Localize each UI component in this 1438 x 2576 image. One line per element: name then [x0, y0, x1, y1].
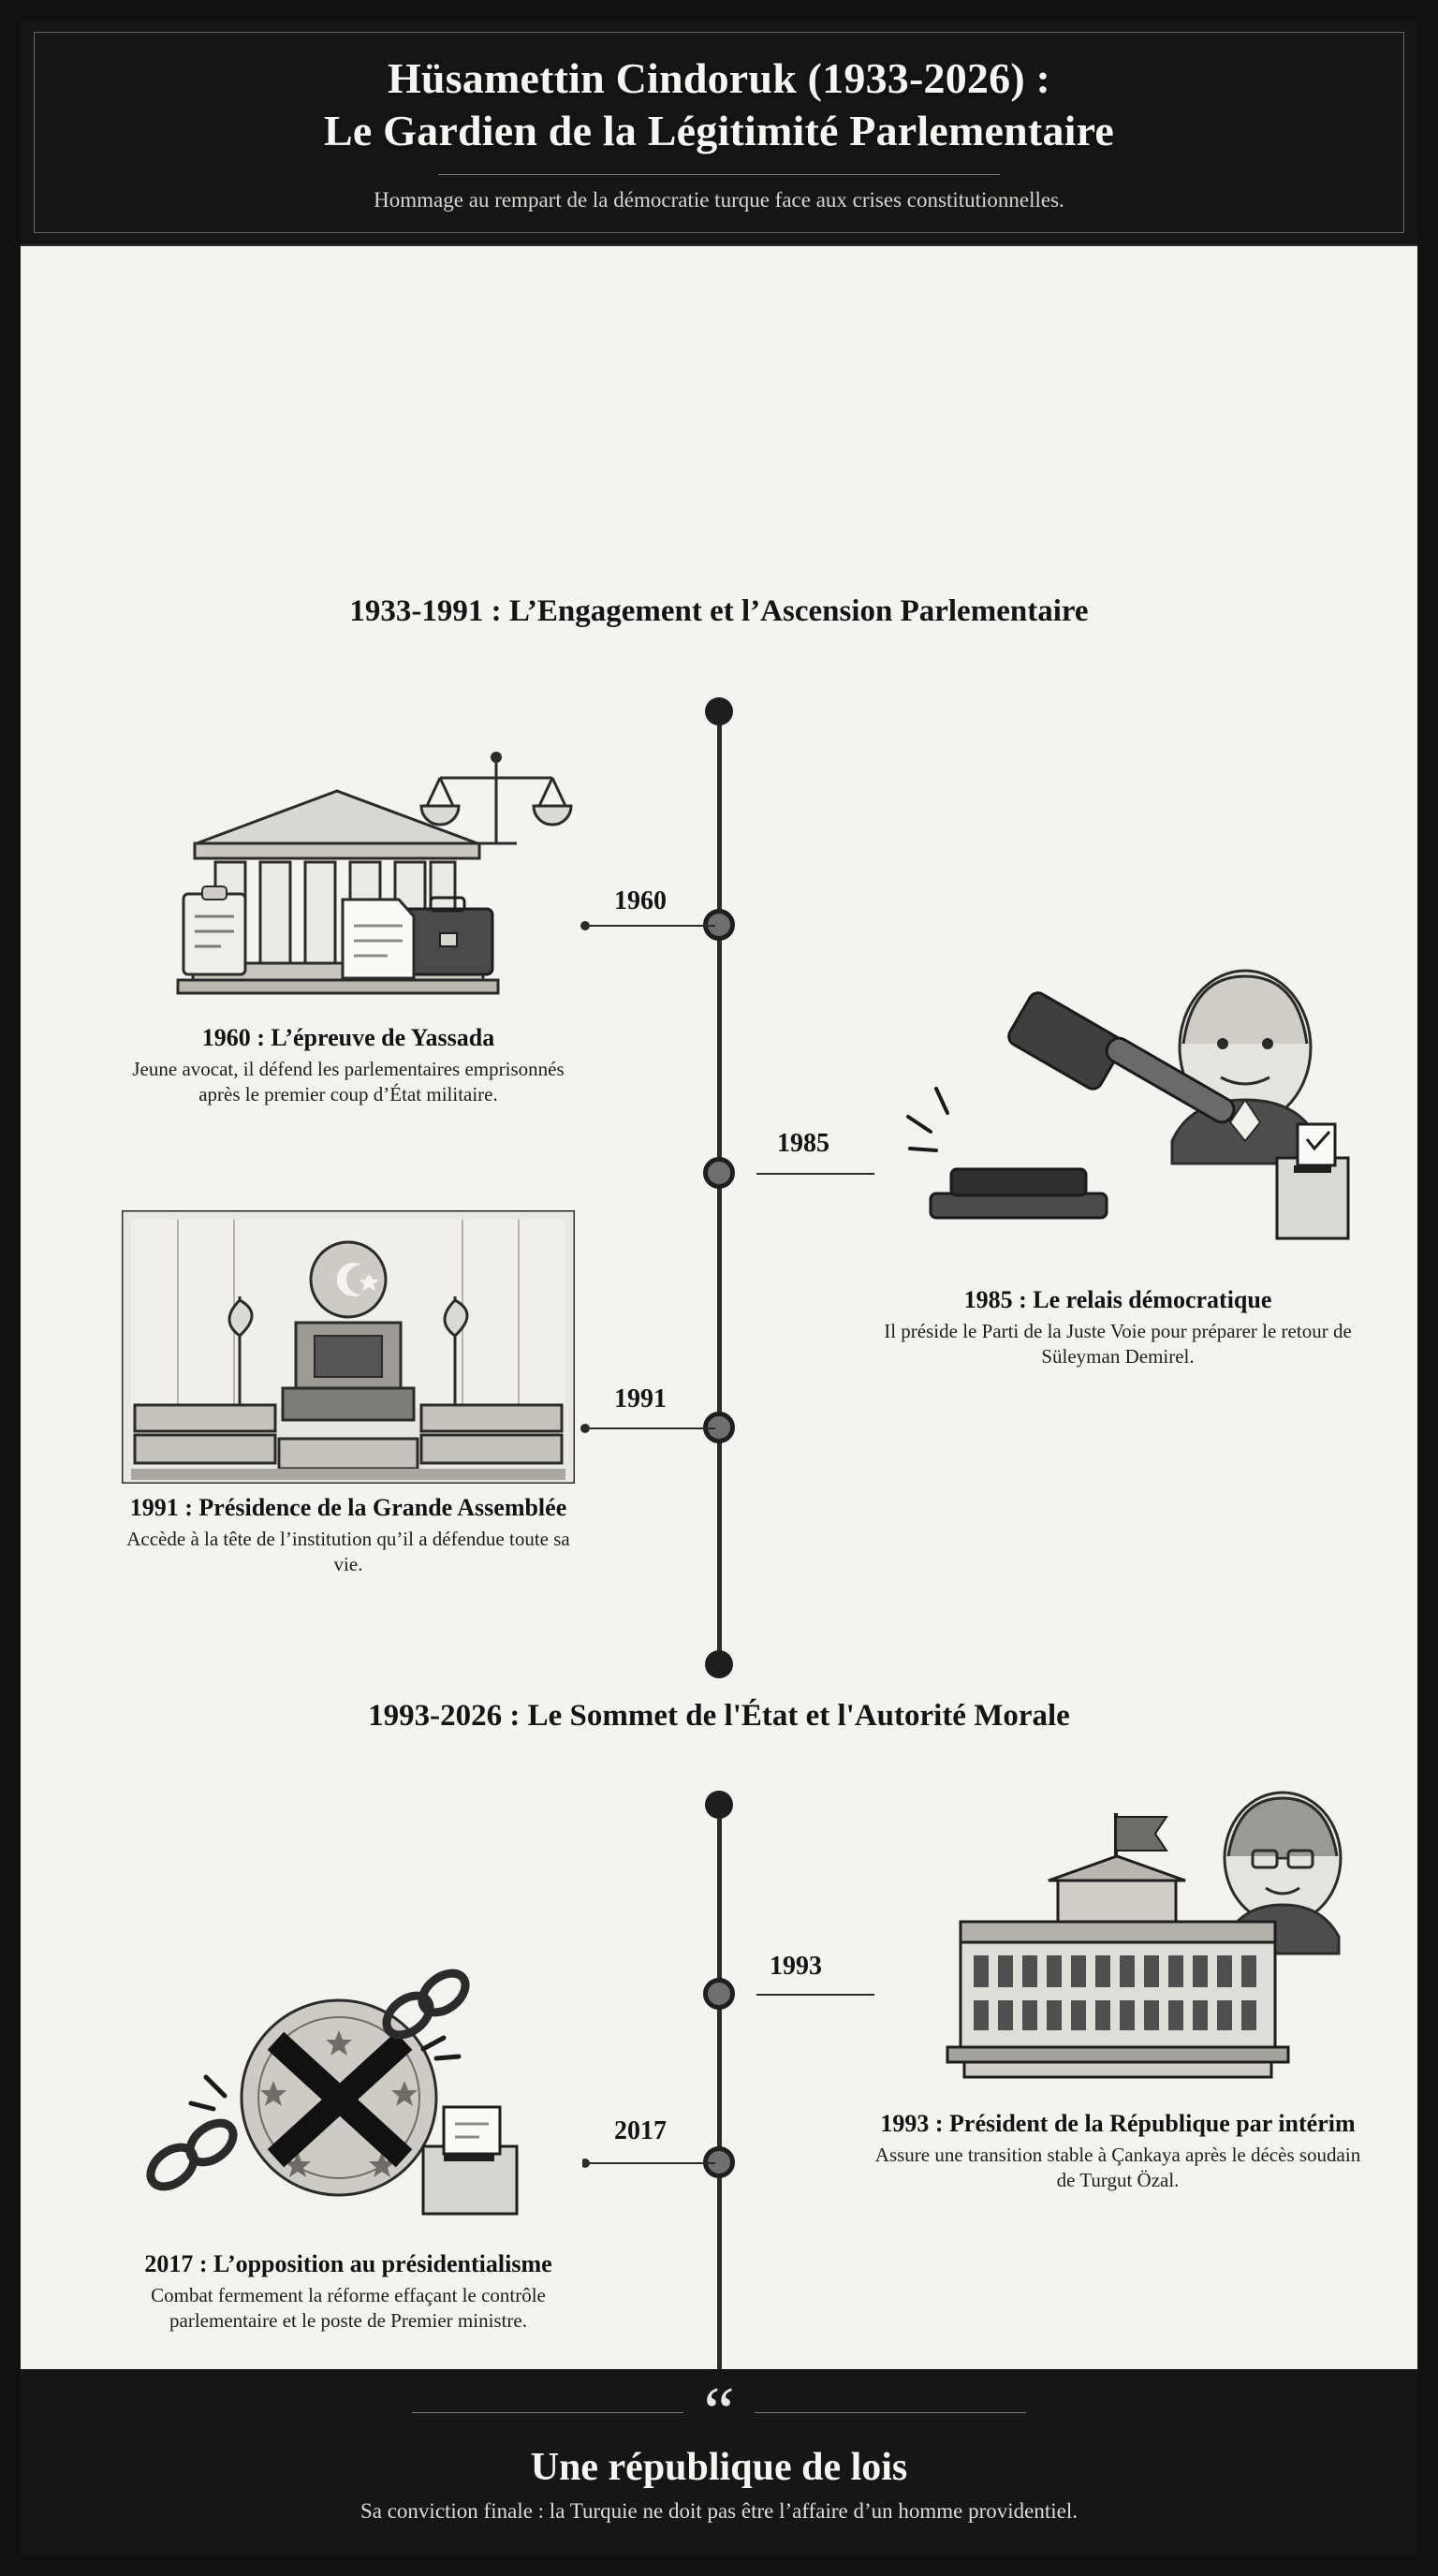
connector-1985 — [756, 1173, 878, 1175]
entry-heading-2017: 2017 : L’opposition au présidentialisme — [144, 2250, 552, 2278]
connector-dot-1960 — [580, 921, 590, 930]
quote-mark-icon: “ — [703, 2374, 735, 2452]
timeline-entry-2017 — [114, 1959, 582, 2333]
entry-text-1960: Jeune avocat, il défend les parlementaires emprisonnés après le premier coup d’État militaire. — [132, 1057, 565, 1105]
timeline-node-label-1991: 1991 — [614, 1384, 667, 1414]
timeline-cap-top-2 — [705, 1791, 733, 1819]
entry-text-1991: Accède à la tête de l’institution qu’il a défendue toute sa vie. — [126, 1527, 570, 1575]
timeline-entry-1960 — [122, 733, 575, 1106]
quote-rule-left — [412, 2412, 683, 2413]
entry-heading-1991: 1991 : Présidence de la Grande Assemblée — [129, 1494, 567, 1522]
connector-dot-1991 — [580, 1424, 590, 1433]
page-title-line-2: Le Gardien de la Légitimité Parlementaire — [323, 107, 1115, 155]
connector-1991 — [590, 1427, 715, 1429]
section-title-1: 1933-1991 : L’Engagement et l’Ascension Parlementaire — [349, 594, 1089, 629]
illustration-courthouse-scales-briefcase — [122, 733, 575, 1014]
connector-2017 — [590, 2162, 715, 2164]
timeline-cap-bottom-1 — [705, 1650, 733, 1678]
connector-1993 — [756, 1994, 878, 1996]
timeline-entry-1993 — [874, 1791, 1361, 2192]
page-subtitle: Hommage au rempart de la démocratie turque face aux crises constitutionnelles. — [374, 188, 1064, 212]
illustration-assembly-hall — [122, 1210, 575, 1484]
timeline-spine-1 — [717, 707, 722, 1671]
footer-quote: Une république de lois — [530, 2446, 908, 2489]
timeline-node-1993[interactable] — [703, 1978, 735, 2010]
timeline-entry-1985 — [874, 958, 1361, 1368]
timeline-node-label-1960: 1960 — [614, 886, 667, 916]
quote-decoration-row — [58, 2374, 1380, 2452]
entry-heading-1985: 1985 : Le relais démocratique — [963, 1286, 1272, 1314]
timeline-node-label-1985: 1985 — [777, 1129, 829, 1159]
timeline-body — [21, 246, 1417, 2369]
quote-rule-right — [755, 2412, 1026, 2413]
entry-heading-1993: 1993 : Président de la République par intérim — [880, 2110, 1356, 2138]
illustration-gavel-ballot-portrait — [874, 958, 1361, 1276]
header-divider — [438, 174, 1000, 175]
timeline-entry-1991 — [122, 1210, 575, 1576]
entry-text-1993: Assure une transition stable à Çankaya après le décès soudain de Turgut Özal. — [874, 2143, 1361, 2191]
timeline-node-label-2017: 2017 — [614, 2116, 667, 2146]
section-title-2: 1993-2026 : Le Sommet de l'État et l'Autorité Morale — [368, 1699, 1070, 1734]
page-title — [58, 52, 1380, 157]
illustration-parliament-building-portrait — [874, 1791, 1361, 2100]
poster-footer — [21, 2369, 1417, 2555]
entry-text-1985: Il préside le Parti de la Juste Voie pour préparer le retour de Süleyman Demirel. — [884, 1319, 1352, 1368]
illustration-broken-chain-seal-ballot — [114, 1959, 582, 2240]
footer-attribution: Sa conviction finale : la Turquie ne doit pas être l’affaire d’un homme providentiel. — [360, 2499, 1078, 2523]
entry-heading-1960: 1960 : L’épreuve de Yassada — [201, 1024, 495, 1052]
timeline-cap-top-1 — [705, 697, 733, 725]
poster-header — [21, 21, 1417, 246]
page-title-line-1: Hüsamettin Cindoruk (1933-2026) : — [387, 54, 1051, 102]
entry-text-2017: Combat fermement la réforme effaçant le contrôle parlementaire et le poste de Premier ministre. — [151, 2283, 546, 2332]
timeline-spine-2 — [717, 1800, 722, 2369]
timeline-node-label-1993: 1993 — [770, 1952, 822, 1982]
timeline-node-1985[interactable] — [703, 1157, 735, 1189]
connector-1960 — [590, 925, 715, 927]
poster-inner — [21, 21, 1417, 2555]
